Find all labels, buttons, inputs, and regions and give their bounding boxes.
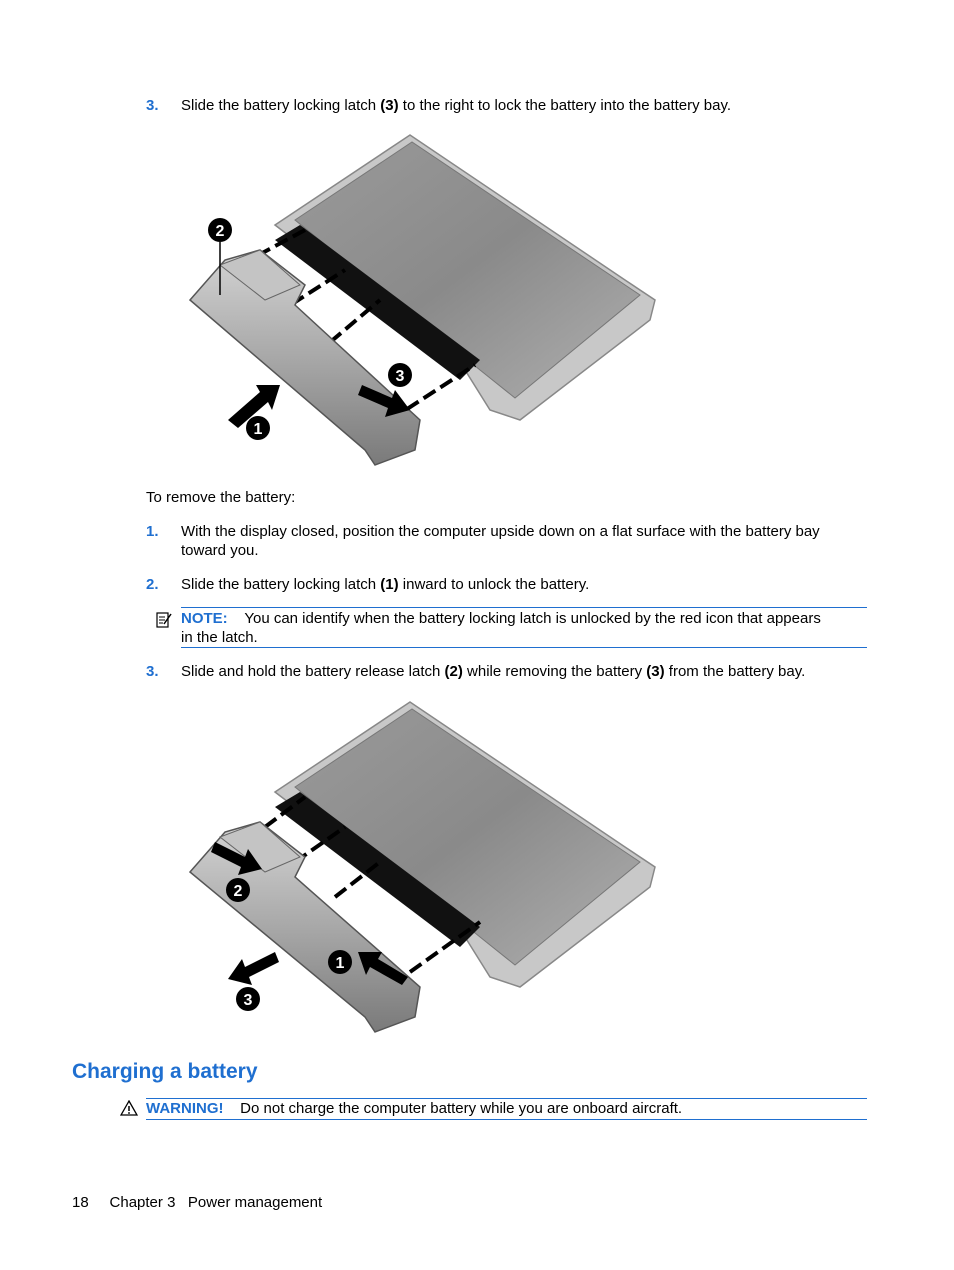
note-bottom-rule [181, 647, 867, 648]
svg-text:1: 1 [253, 421, 263, 438]
step-number: 2. [146, 576, 159, 593]
note-text: NOTE: You can identify when the battery locking latch is unlocked by the red icon that appears in the latch. [181, 610, 821, 646]
step-text: Slide the battery locking latch (1) inward to unlock the battery. [181, 576, 590, 593]
step-number: 3. [146, 663, 159, 680]
section-heading: Charging a battery [72, 1060, 258, 1083]
svg-text:3: 3 [243, 992, 253, 1009]
page-number: 18 [72, 1194, 89, 1211]
battery-remove-illustration [180, 697, 670, 1037]
svg-text:2: 2 [215, 223, 225, 240]
warning-bottom-rule [146, 1119, 867, 1120]
note-top-rule [181, 607, 867, 608]
step-number: 3. [146, 97, 159, 114]
step-number: 1. [146, 523, 159, 540]
chapter-title: Power management [187, 1194, 323, 1211]
battery-insert-illustration [180, 130, 670, 475]
step-text: Slide and hold the battery release latch (2) while removing the battery (3) from the battery bay. [181, 663, 806, 680]
svg-text:1: 1 [335, 955, 345, 972]
step-text: Slide the battery locking latch (3) to the right to lock the battery into the battery bay. [181, 97, 732, 114]
warning-icon [120, 1100, 138, 1116]
note-icon [155, 611, 173, 629]
remove-intro: To remove the battery: [146, 489, 296, 506]
step-text: With the display closed, position the computer upside down on a flat surface with the battery bay toward you. [181, 523, 820, 559]
svg-text:3: 3 [395, 368, 405, 385]
svg-text:2: 2 [233, 883, 243, 900]
warning-text: WARNING! Do not charge the computer battery while you are onboard aircraft. [146, 1100, 683, 1117]
chapter-label: Chapter 3 [109, 1194, 176, 1211]
footer [72, 1193, 322, 1212]
